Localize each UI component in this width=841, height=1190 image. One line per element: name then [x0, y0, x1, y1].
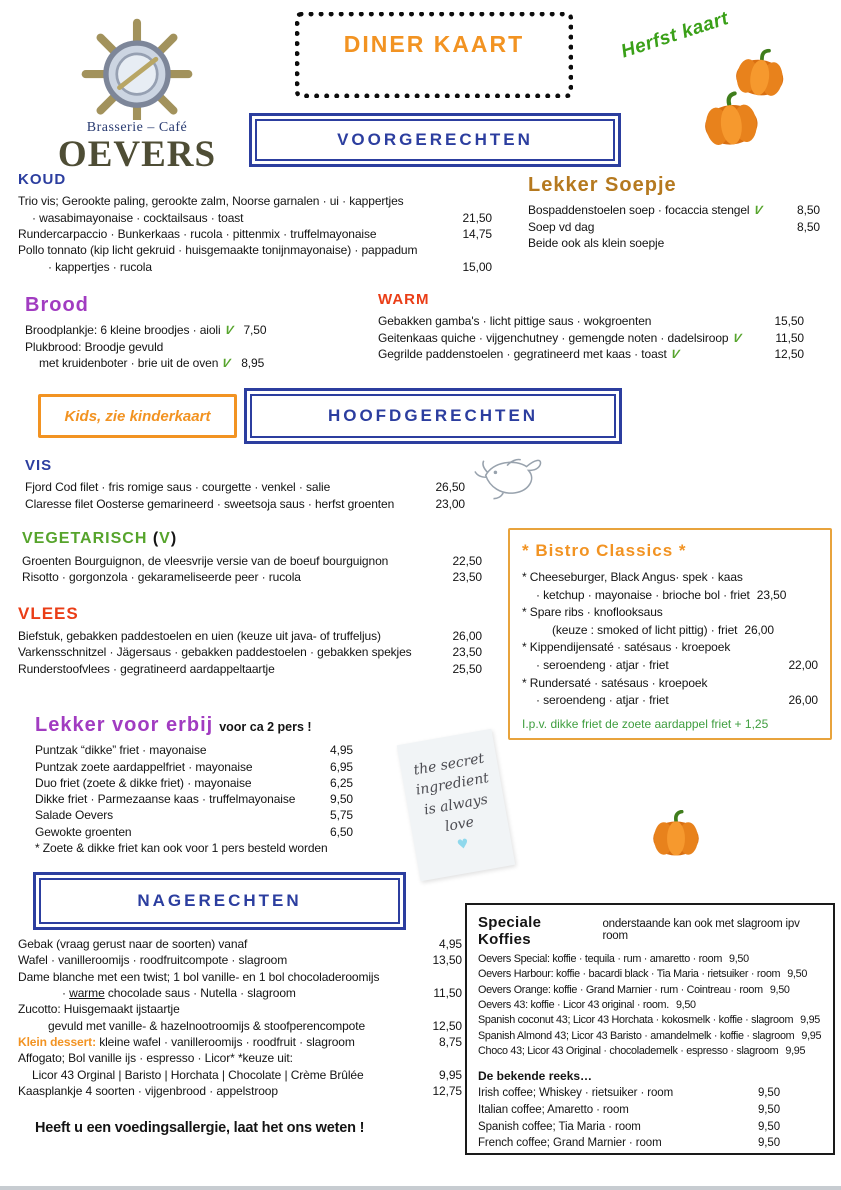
bistro-list [522, 570, 818, 709]
veg-check-icon: V [221, 355, 232, 370]
menu-item-row: Puntzak zoete aardappelfriet · mayonaise 6,95 [35, 759, 353, 774]
price: 9,50 [787, 968, 808, 981]
menu-item-row: (keuze : smoked of licht pittig) · friet 26,00 [552, 622, 774, 637]
brood-list [25, 322, 365, 371]
menu-item-row: Fjord Cod filet · fris romige saus · courgette · venkel · salie 26,50 [25, 480, 465, 495]
price: 23,00 [435, 496, 465, 511]
price: 22,00 [788, 658, 818, 673]
menu-item-row: Varkensschnitzel · Jägersaus · gebakken paddestoelen · gebakken spekjes 23,50 [18, 645, 482, 660]
speciale-koffies-box [465, 903, 835, 1155]
price: 9,50 [729, 953, 749, 965]
menu-item-row: Salade Oevers 5,75 [35, 808, 353, 823]
bistro-title: * Bistro Classics * [522, 541, 687, 560]
menu-item-row: Beide ook als klein soepje [528, 235, 665, 250]
menu-item-row: Affogato; Bol vanille ijs · espresso · Licor* *keuze uit: [18, 1051, 293, 1066]
ship-wheel-icon [67, 12, 207, 120]
menu-item-row: Italian coffee; Amaretto · room 9,50 [478, 1102, 780, 1119]
menu-item-row: Soep vd dag 8,50 [528, 219, 820, 234]
veg-check-icon: V [669, 347, 680, 362]
vis-section [25, 456, 465, 512]
menu-item-row: Rundercarpaccio · Bunkerkaas · rucola · pittenmix · truffelmayonaise 14,75 [18, 227, 492, 242]
koffies-subtitle: onderstaande kan ook met slagroom ipv room [602, 918, 800, 942]
bistro-classics-box [508, 528, 832, 740]
menu-item-row: Spanish coconut 43; Licor 43 Horchata · kokosmelk · koffie · slagroom 9,95 [478, 1013, 822, 1028]
warm-list [378, 313, 804, 362]
menu-item-row: Wafel · vanilleroomijs · roodfruitcompote · slagroom 13,50 [18, 953, 462, 968]
erbij-section [35, 712, 353, 856]
menu-item-row: met kruidenboter · brie uit de oven V 8,95 [39, 355, 265, 370]
menu-item-row: Dame blanche met een twist; 1 bol vanille- en 1 bol chocoladeroomijs [18, 969, 380, 984]
brand-name: OEVERS [57, 134, 217, 175]
price: 8,75 [439, 1034, 462, 1049]
price: 9,95 [800, 1014, 820, 1027]
erbij-subtitle: voor ca 2 pers ! [219, 720, 312, 734]
vegetarisch-section [22, 528, 482, 585]
koud-section [18, 170, 492, 275]
vlees-section [18, 602, 482, 677]
menu-item-row: Irish coffee; Whiskey · rietsuiker · room 9,50 [478, 1085, 780, 1102]
menu-item-row: Dikke friet · Parmezaanse kaas · truffelmayonaise 9,50 [35, 792, 353, 807]
menu-item-row: Risotto · gorgonzola · gekarameliseerde peer · rucola 23,50 [22, 570, 482, 585]
menu-item-row: · seroendeng · atjar · friet 26,00 [536, 693, 818, 708]
menu-item-row: · ketchup · mayonaise · brioche bol · friet 23,50 [536, 587, 787, 602]
price: 5,75 [330, 808, 353, 823]
hoofdgerechten-banner: HOOFDGERECHTEN [250, 394, 616, 438]
price: 23,50 [756, 587, 787, 602]
price: 11,50 [433, 985, 462, 1000]
price: 15,50 [774, 314, 804, 329]
pumpkin-icon [698, 89, 764, 154]
menu-item-row: Oevers Orange: koffie · Grand Marnier · rum · Cointreau · room 9,50 [478, 983, 822, 998]
vegetarisch-list [22, 553, 482, 586]
price: 7,50 [243, 323, 267, 338]
menu-item-row: · warme chocolade saus · Nutella · slagroom 11,50 [62, 985, 462, 1000]
menu-item-row: * Kippendijensaté · satésaus · kroepoek [522, 640, 731, 655]
menu-item-row: Klein dessert: kleine wafel · vanilleroomijs · roodfruit · slagroom 8,75 [18, 1034, 462, 1049]
price: 9,95 [801, 1029, 822, 1042]
menu-item-row: Gewokte groenten 6,50 [35, 824, 353, 839]
menu-item-row: · seroendeng · atjar · friet 22,00 [536, 658, 818, 673]
menu-item-row: Runderstoofvlees · gegratineerd aardappeltaartje 25,50 [18, 661, 482, 676]
price: 9,50 [758, 1120, 780, 1133]
koud-list [18, 193, 492, 275]
koffies-title: Speciale Koffies [478, 914, 542, 948]
price: 26,00 [744, 622, 774, 637]
menu-item-row: Oevers Special: koffie · tequila · rum · amaretto · room 9,50 [478, 952, 822, 967]
price: 6,50 [330, 824, 353, 839]
menu-item-row: Duo friet (zoete & dikke friet) · mayonaise 6,25 [35, 775, 353, 790]
menu-item-row: Broodplankje: 6 kleine broodjes · aioli V 7,50 [25, 323, 267, 338]
price: 9,50 [330, 792, 353, 807]
price: 14,75 [462, 227, 492, 242]
koffies-list [478, 952, 822, 1059]
menu-item-row: Biefstuk, gebakken paddestoelen en uien (keuze uit java- of truffeljus) 26,00 [18, 629, 482, 644]
price: 13,50 [432, 953, 462, 968]
brood-title: Brood [25, 294, 89, 316]
menu-item-row: Bospaddenstoelen soep · focaccia stengel V 8,50 [528, 203, 820, 218]
menu-item-row: gevuld met vanille- & hazelnootroomijs & stoofperencompote 12,50 [48, 1018, 462, 1033]
veg-check-icon: V [731, 330, 742, 345]
menu-item-row: Oevers 43: koffie · Licor 43 original · room. 9,50 [478, 998, 822, 1013]
price: 4,95 [439, 937, 462, 951]
price: 9,95 [439, 1067, 462, 1082]
restaurant-logo [42, 12, 232, 173]
vlees-title: VLEES [18, 604, 79, 623]
menu-item-row: * Cheeseburger, Black Angus· spek · kaas [522, 570, 743, 585]
menu-item-row: Choco 43; Licor 43 Original · chocolademelk · espresso · slagroom 9,95 [478, 1044, 822, 1059]
price: 23,50 [452, 570, 482, 585]
price: 9,50 [758, 1087, 780, 1100]
menu-item-row: Pollo tonnato (kip licht gekruid · huisgemaakte tonijnmayonaise) · pappadum [18, 243, 418, 258]
price: 9,50 [758, 1103, 780, 1116]
menu-item-row: Puntzak “dikke” friet · mayonaise 4,95 [35, 743, 353, 758]
soepje-section [528, 172, 820, 251]
menu-item-row: Licor 43 Orginal | Baristo | Horchata | Chocolate | Crème Brûlée 9,95 [32, 1067, 462, 1082]
price: 26,00 [788, 693, 818, 708]
brood-section [25, 292, 365, 371]
menu-item-row: * Zoete & dikke friet kan ook voor 1 pers besteld worden [35, 841, 328, 856]
menu-title-box [295, 12, 573, 98]
price: 26,00 [452, 629, 482, 644]
price: 21,50 [462, 210, 492, 225]
allergy-note: Heeft u een voedingsallergie, laat het ons weten ! [35, 1120, 365, 1136]
veg-check-icon: V [752, 203, 763, 218]
price: 9,50 [758, 1137, 780, 1150]
menu-item-row: Geitenkaas quiche · vijgenchutney · gemengde noten · dadelsiroop V 11,50 [378, 330, 804, 345]
voorgerechten-banner: VOORGERECHTEN [255, 119, 615, 161]
menu-item-row: French coffee; Grand Marnier · room 9,50 [478, 1135, 780, 1152]
vegetarisch-title: VEGETARISCH (V) [22, 530, 178, 547]
menu-item-row: · kappertjes · rucola 15,00 [48, 259, 492, 274]
warm-title: WARM [378, 291, 430, 308]
koud-title: KOUD [18, 171, 67, 188]
erbij-title: Lekker voor erbij voor ca 2 pers ! [35, 714, 312, 736]
price: 9,50 [769, 983, 790, 996]
price: 12,50 [774, 347, 804, 362]
menu-item-row: Gebak (vraag gerust naar de soorten) vanaf 4,95 [18, 937, 462, 951]
price: 23,50 [452, 645, 482, 660]
price: 25,50 [452, 661, 482, 676]
price: 8,50 [797, 219, 820, 234]
menu-item-row: Kaasplankje 4 soorten · vijgenbrood · appelstroop 12,75 [18, 1083, 462, 1098]
price: 12,75 [432, 1083, 462, 1098]
desserts-section [18, 936, 462, 1099]
price: 8,95 [241, 355, 265, 370]
menu-item-row: Spanish Almond 43; Licor 43 Baristo · amandelmelk · koffie · slagroom 9,95 [478, 1029, 822, 1044]
bistro-note: I.p.v. dikke friet de zoete aardappel friet + 1,25 [522, 716, 769, 731]
price: 6,95 [330, 759, 353, 774]
menu-item-row: · wasabimayonaise · cocktailsaus · toast 21,50 [32, 210, 492, 225]
secret-ingredient-card: the secret ingredient is always love ♥ [397, 729, 516, 882]
price: 9,95 [785, 1044, 806, 1057]
nagerechten-banner: NAGERECHTEN [39, 878, 400, 924]
menu-item-row: Groenten Bourguignon, de vleesvrije versie van de boeuf bourguignon 22,50 [22, 553, 482, 568]
menu-item-row: Plukbrood: Broodje gevuld [25, 339, 164, 354]
price: 4,95 [330, 743, 353, 758]
soepje-title: Lekker Soepje [528, 174, 677, 196]
pumpkin-icon [650, 810, 702, 862]
menu-item-row: Spanish coffee; Tia Maria · room 9,50 [478, 1119, 780, 1136]
menu-item-row: * Spare ribs · knoflooksaus [522, 605, 663, 620]
price: 22,50 [452, 553, 482, 568]
price: 9,50 [675, 998, 696, 1011]
heart-icon: ♥ [456, 836, 471, 854]
price: 12,50 [432, 1018, 462, 1033]
reeks-title: De bekende reeks… [478, 1069, 593, 1084]
menu-item-row: * Rundersaté · satésaus · kroepoek [522, 675, 708, 690]
soepje-list [528, 202, 820, 251]
menu-item-row: Oevers Harbour: koffie · bacardi black · Tia Maria · rietsuiker · room 9,50 [478, 967, 822, 982]
desserts-list [18, 936, 462, 1099]
vis-list [25, 479, 465, 512]
menu-title: DINER KAART [343, 31, 525, 57]
menu-item-row: Gebakken gamba's · licht pittige saus · wokgroenten 15,50 [378, 314, 804, 329]
menu-item-row: Gegrilde paddenstoelen · gegratineerd met kaas · toast V 12,50 [378, 347, 804, 362]
menu-item-row: Claresse filet Oosterse gemarineerd · sweetsoja saus · herfst groenten 23,00 [25, 496, 465, 511]
price: 15,00 [462, 259, 492, 274]
kids-note-box: Kids, zie kinderkaart [38, 394, 237, 438]
veg-check-icon: V [223, 323, 234, 338]
veg-check-icon: V [159, 530, 171, 547]
erbij-list [35, 742, 353, 856]
price: 11,50 [775, 330, 804, 345]
menu-item-row: Zucotto: Huisgemaakt ijstaartje [18, 1002, 180, 1017]
fish-sketch-icon [474, 450, 548, 508]
brand-subtitle: Brasserie – Café [86, 120, 188, 135]
price: 26,50 [435, 480, 465, 495]
warm-section [378, 290, 804, 362]
menu-item-row: Trio vis; Gerookte paling, gerookte zalm, Noorse garnalen · ui · kappertjes [18, 194, 404, 209]
page-bottom-edge [0, 1186, 841, 1190]
seasonal-label: Herfst kaart [618, 8, 732, 63]
reeks-list [478, 1085, 780, 1152]
vis-title: VIS [25, 457, 53, 474]
price: 8,50 [797, 203, 820, 218]
vlees-list [18, 628, 482, 677]
price: 6,25 [330, 775, 353, 790]
